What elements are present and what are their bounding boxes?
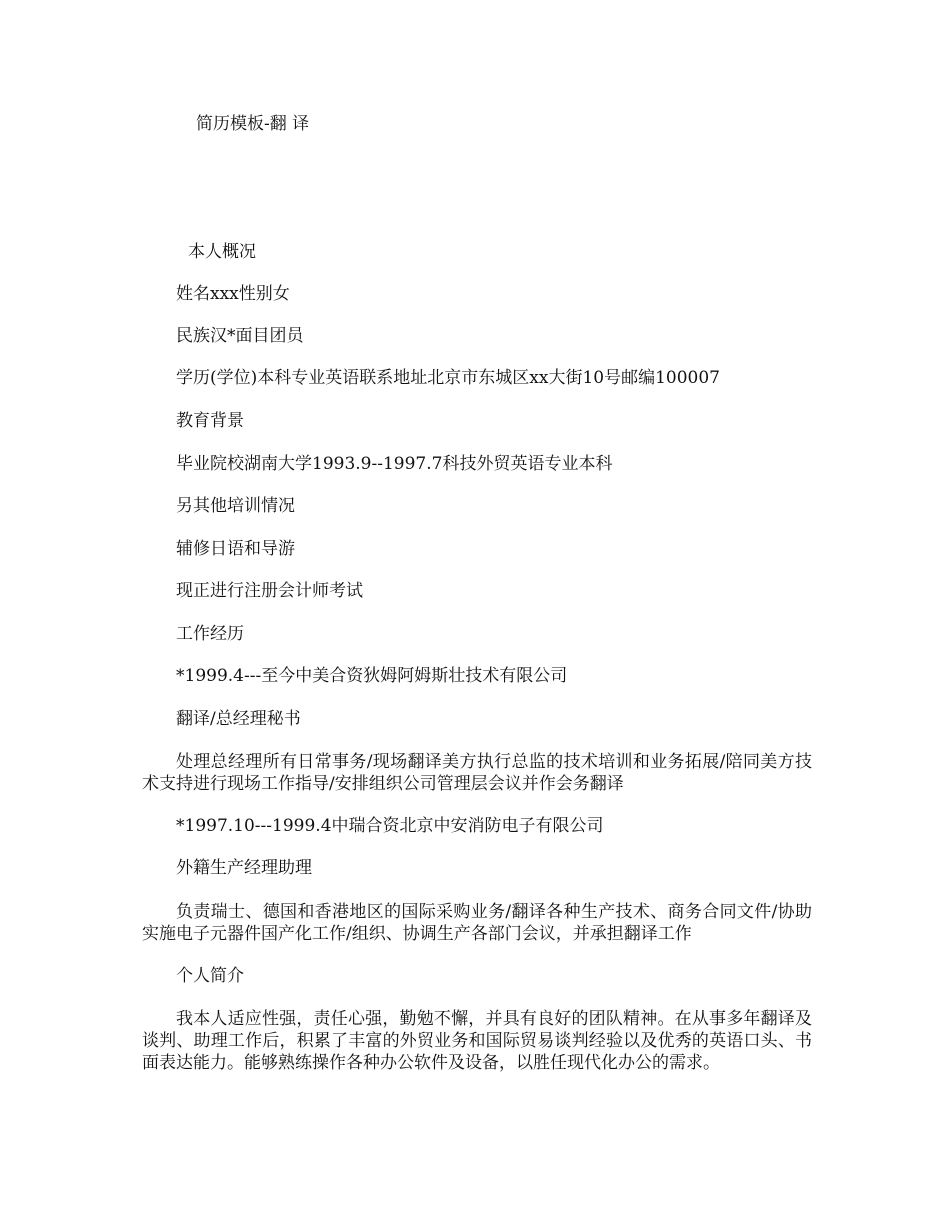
summary-paragraph: 我本人适应性强，责任心强，勤勉不懈，并具有良好的团队精神。在从事多年翻译及谈判、助理工作后，积累了丰富的外贸业务和国际贸易谈判经验以及优秀的英语口头、书面表达能力。能够熟练操作各种办公软件及设备，以胜任现代化办公的需求。: [142, 1009, 812, 1073]
education-line-other-training: 另其他培训情况: [176, 496, 295, 516]
education-line-minor: 辅修日语和导游: [176, 539, 295, 559]
education-line-cpa-exam: 现正进行注册会计师考试: [176, 581, 363, 601]
education-line-school: 毕业院校湖南大学1993.9--1997.7科技外贸英语专业本科: [176, 454, 613, 474]
section-heading-profile: 本人概况: [188, 242, 256, 262]
profile-line-ethnicity: 民族汉*面目团员: [176, 326, 304, 346]
job2-duties: 负责瑞士、德国和香港地区的国际采购业务/翻译各种生产技术、商务合同文件/协助实施电子元器件国产化工作/组织、协调生产各部门会议，并承担翻译工作: [142, 902, 812, 944]
profile-line-degree-address: 学历(学位)本科专业英语联系地址北京市东城区xx大街10号邮编100007: [176, 368, 720, 388]
job1-position: 翻译/总经理秘书: [176, 709, 301, 729]
job1-duties: 处理总经理所有日常事务/现场翻译美方执行总监的技术培训和业务拓展/陪同美方技术支持进行现场工作指导/安排组织公司管理层会议并作会务翻译: [142, 752, 812, 794]
section-heading-work: 工作经历: [176, 624, 244, 644]
job1-company: *1999.4---至今中美合资狄姆阿姆斯壮技术有限公司: [176, 666, 568, 686]
section-heading-education: 教育背景: [176, 411, 244, 431]
job2-company: *1997.10---1999.4中瑞合资北京中安消防电子有限公司: [176, 816, 604, 836]
document-title: 简历模板-翻 译: [196, 114, 310, 134]
job2-position: 外籍生产经理助理: [176, 858, 312, 878]
profile-line-name-gender: 姓名xxx性别女: [176, 284, 290, 304]
section-heading-summary: 个人简介: [176, 966, 244, 986]
